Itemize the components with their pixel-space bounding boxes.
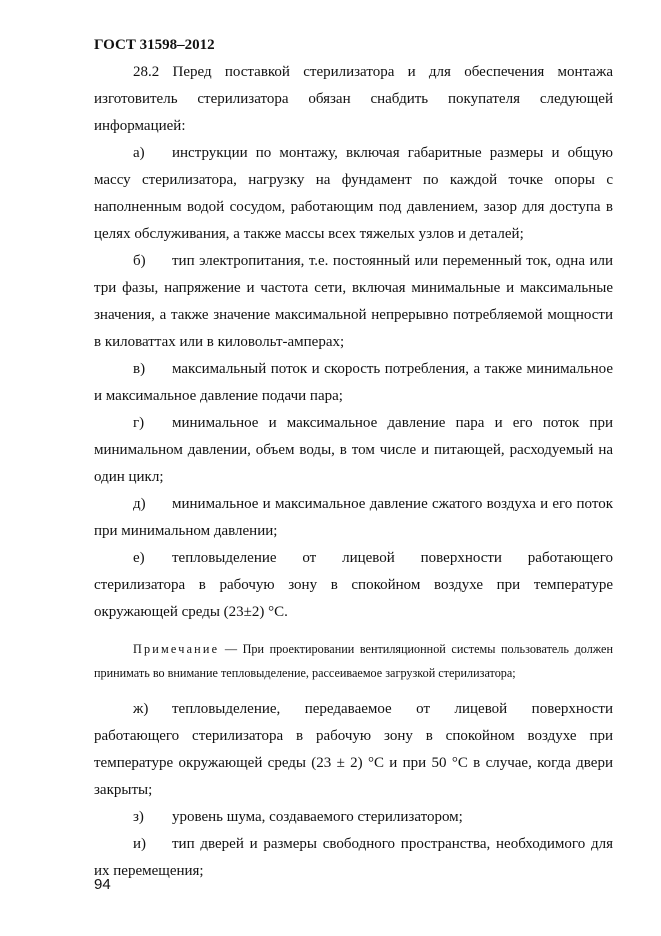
list-item-text: минимальное и максимальное давление сжатого воздуха и его поток при минимальном давлении; xyxy=(94,496,613,539)
note-label: Примечание xyxy=(133,642,220,656)
list-item-label: д) xyxy=(133,496,146,512)
list-item-b xyxy=(94,248,613,356)
standard-header: ГОСТ 31598–2012 xyxy=(94,37,215,53)
page-number: 94 xyxy=(94,876,111,893)
list-item-i xyxy=(94,831,613,885)
list-item-label: б) xyxy=(133,253,146,269)
list-item-zh xyxy=(94,696,613,804)
list-item-e xyxy=(94,545,613,626)
list-item-text: минимальное и максимальное давление пара и его поток при минимальном давлении, объем воды, в том числе и питающей, расходуемый на один цикл; xyxy=(94,415,613,485)
list-item-label: в) xyxy=(133,361,146,377)
list-item-v xyxy=(94,356,613,410)
list-item-text: тип дверей и размеры свободного пространства, необходимого для их перемещения; xyxy=(94,836,613,879)
section-intro: 28.2 Перед поставкой стерилизатора и для обеспечения монтажа изготовитель стерилизатора обязан снабдить покупателя следующей информацией: xyxy=(94,64,613,134)
list-item-label: а) xyxy=(133,145,145,161)
list-item-text: тип электропитания, т.е. постоянный или переменный ток, одна или три фазы, напряжение и частота сети, включая минимальные и максимальные значения, а также значение максимальной непрерывно потребляемой мощности в киловаттах или в киловольт-амперах; xyxy=(94,253,613,350)
list-item-text: инструкции по монтажу, включая габаритные размеры и общую массу стерилизатора, нагрузку на фундамент по каждой точке опоры с наполненным водой сосудом, работающим под давлением, зазор для доступа в целях обслуживания, а также массы всех тяжелых узлов и деталей; xyxy=(94,145,613,242)
list-item-text: тепловыделение, передаваемое от лицевой поверхности работающего стерилизатора в рабочую зону в спокойном воздухе при температуре окружающей среды (23 ± 2) °С и при 50 °С в случае, когда двери закрыты; xyxy=(94,701,613,798)
list-item-label: г) xyxy=(133,415,145,431)
list-item-g xyxy=(94,410,613,491)
note-text: — При проектировании вентиляционной системы пользователь должен принимать во внимание тепловыделение, рассеиваемое загрузкой стерилизатора; xyxy=(94,642,613,680)
list-item-label: ж) xyxy=(133,701,149,717)
list-item-z xyxy=(94,804,613,831)
list-item-label: и) xyxy=(133,836,147,852)
list-item-text: максимальный поток и скорость потребления, а также минимальное и максимальное давление подачи пара; xyxy=(94,361,613,404)
page-body xyxy=(94,59,613,885)
list-item-label: з) xyxy=(133,809,144,825)
list-item-text: уровень шума, создаваемого стерилизатором; xyxy=(172,809,463,825)
note xyxy=(94,637,613,685)
list-item-a xyxy=(94,140,613,248)
list-item-label: е) xyxy=(133,550,145,566)
list-item-d xyxy=(94,491,613,545)
list-item-text: тепловыделение от лицевой поверхности работающего стерилизатора в рабочую зону в спокойном воздухе при температуре окружающей среды (23±2) °С. xyxy=(94,550,613,620)
